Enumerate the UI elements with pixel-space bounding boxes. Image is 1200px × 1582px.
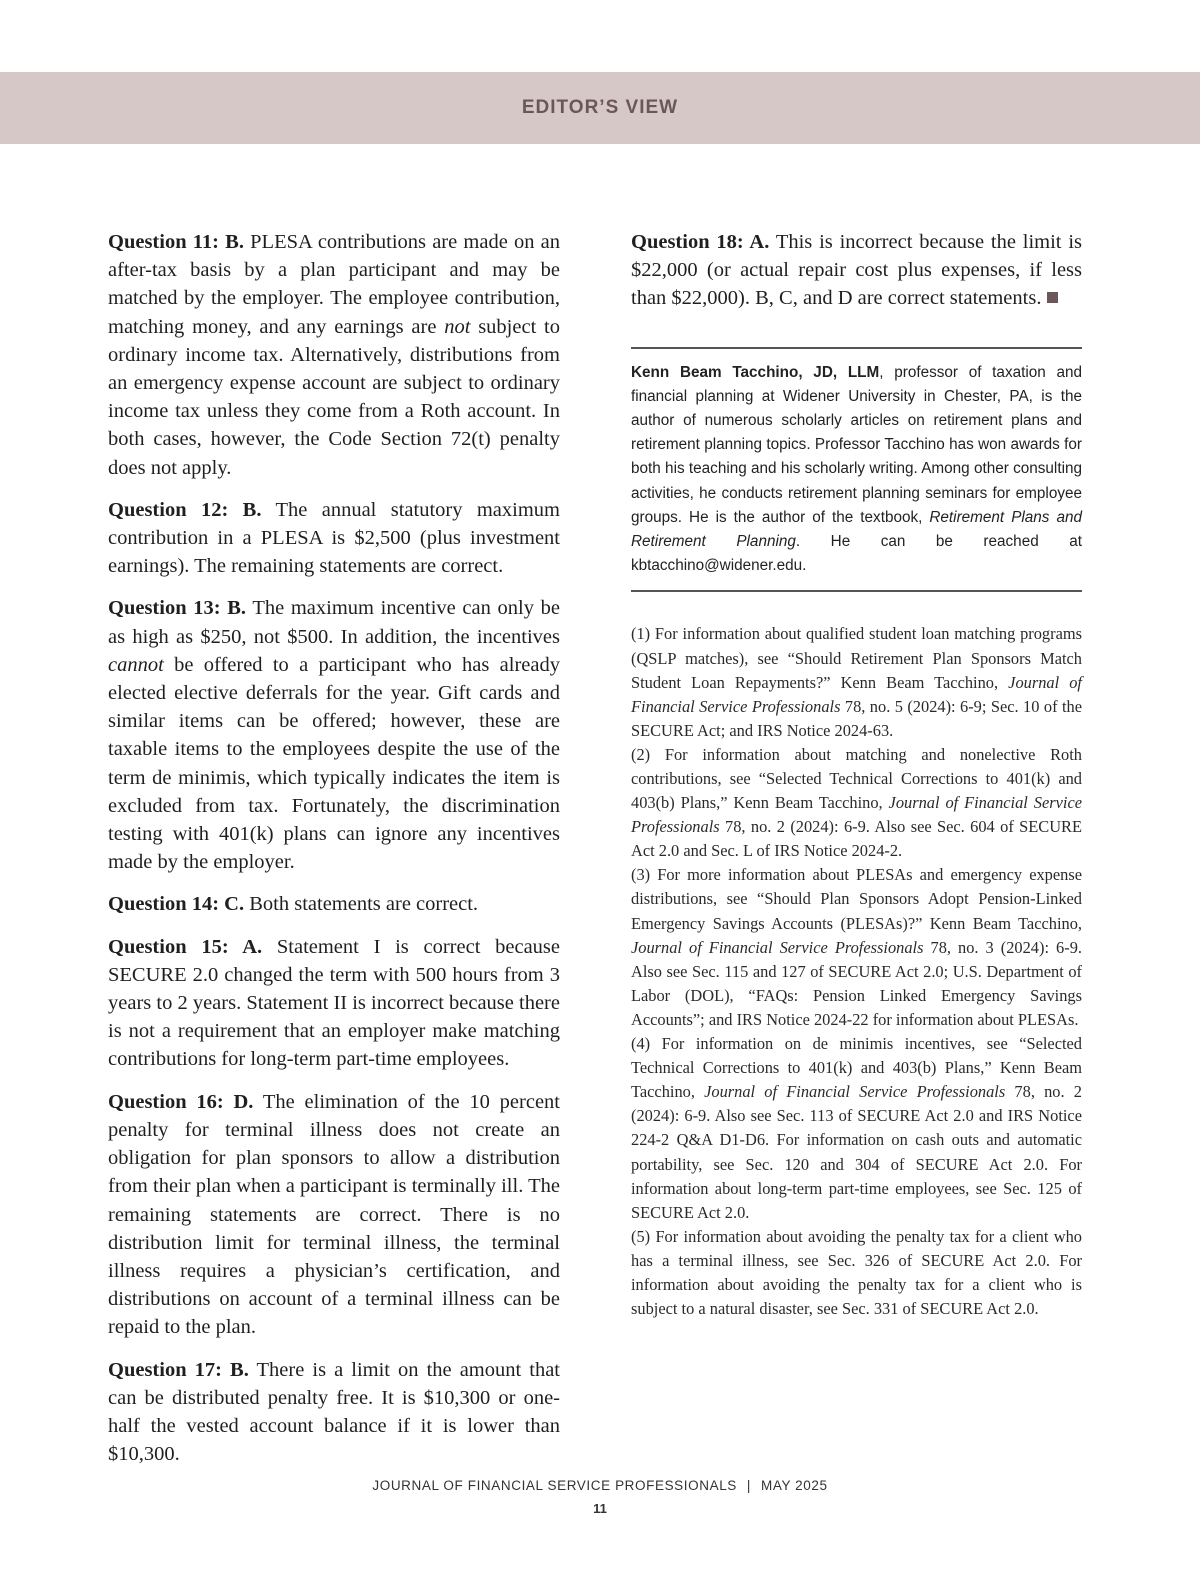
answer-q11: Question 11: B. PLESA contributions are made on an after-tax basis by a plan participant and may be matched by the employer. The employee contribution, matching money, and any earnings are not subject to ordinary income tax. Alternatively, distributions from an emergency expense account are subject to ordinary income tax unless they come from a Roth account. In both cases, however, the Code Section 72(t) penalty does not apply.	[108, 231, 561, 479]
answer-q18: Question 18: A. This is incorrect because the limit is $22,000 (or actual repair cost plus expenses, if less than $22,000). B, C, and D are correct statements.	[631, 231, 1082, 310]
page-number: 11	[593, 1501, 607, 1516]
answer-label: Question 15: A.	[108, 935, 263, 958]
endnote: (4) For information on de minimis incentives, see “Selected Technical Corrections to 401(k) and 403(b) Plans,” Kenn Beam Tacchino, Journal of Financial Service Professionals 78, no. 2 (2024): 6-9. Also see Sec. 113 of SECURE Act 2.0 and IRS Notice 224-2 Q&A D1-D6. For information on cash outs and automatic portability, see Sec. 120 and 304 of SECURE Act 2.0. For information about long-term part-time employees, see Sec. 125 of SECURE Act 2.0.	[631, 1034, 1082, 1222]
answer-q13: Question 13: B. The maximum incentive can only be as high as $250, not $500. In addition, the incentives cannot be offered to a participant who has already elected elective deferrals for the year. Gift cards and similar items can be offered; however, these are taxable items to the employees despite the use of the term de minimis, which typically indicates the item is excluded from tax. Fortunately, the discrimination testing with 401(k) plans can ignore any incentives made by the employer.	[108, 597, 560, 874]
endnote: (3) For more information about PLESAs and emergency expense distributions, see “Should Plan Sponsors Adopt Pension-Linked Emergency Savings Accounts (PLESAs)?” Kenn Beam Tacchino, Journal of Financial Service Professionals 78, no. 3 (2024): 6-9. Also see Sec. 115 and 127 of SECURE Act 2.0; U.S. Department of Labor (DOL), “FAQs: Pension Linked Emergency Savings Accounts”; and IRS Notice 2024-22 for information about PLESAs.	[631, 865, 1082, 1029]
answer-label: Question 14: C.	[108, 893, 245, 916]
page-footer	[0, 1478, 1200, 1516]
answer-q14: Question 14: C. Both statements are correct.	[108, 893, 479, 916]
endnotes	[631, 622, 1082, 1321]
endnote: (2) For information about matching and nonelective Roth contributions, see “Selected Technical Corrections to 401(k) and 403(b) Plans,” Kenn Beam Tacchino, Journal of Financial Service Professionals 78, no. 2 (2024): 6-9. Also see Sec. 604 of SECURE Act 2.0 and Sec. L of IRS Notice 2024-2.	[631, 744, 1082, 861]
endnote: (5) For information about avoiding the penalty tax for a client who has a terminal illness, see Sec. 326 of SECURE Act 2.0. For information about avoiding the penalty tax for a client who is subject to a natural disaster, see Sec. 331 of SECURE Act 2.0.	[631, 1226, 1082, 1319]
emphasis: not	[444, 315, 471, 338]
footer-line	[0, 1478, 1200, 1493]
answer-q15: Question 15: A. Statement I is correct because SECURE 2.0 changed the term with 500 hours from 3 years to 2 years. Statement II is incorrect because there is not a requirement that an employer make matching contributions for long-term part-time employees.	[108, 935, 560, 1071]
issue-date: MAY 2025	[761, 1478, 828, 1493]
answer-label: Question 16: D.	[108, 1090, 254, 1113]
section-banner	[0, 72, 1200, 144]
answer-label: Question 12: B.	[108, 498, 262, 521]
answer-q17: Question 17: B. There is a limit on the amount that can be distributed penalty free. It is $10,300 or one-half the vested account balance if it is lower than $10,300.	[108, 1358, 560, 1466]
journal-name: JOURNAL OF FINANCIAL SERVICE PROFESSIONALS	[372, 1478, 737, 1493]
end-of-article-icon	[1047, 292, 1058, 303]
divider	[631, 590, 1082, 592]
emphasis: cannot	[108, 653, 164, 676]
footer-separator: |	[746, 1478, 752, 1493]
endnote: (1) For information about qualified student loan matching programs (QSLP matches), see “Should Retirement Plan Sponsors Match Student Loan Repayments?” Kenn Beam Tacchino, Journal of Financial Service Professionals 78, no. 5 (2024): 6-9; Sec. 10 of the SECURE Act; and IRS Notice 2024-63.	[631, 624, 1082, 740]
answer-label: Question 11: B.	[108, 231, 244, 253]
answer-q16: Question 16: D. The elimination of the 10 percent penalty for terminal illness does not create an obligation for plan sponsors to allow a distribution from their plan when a participant is terminally ill. The remaining statements are correct. There is no distribution limit for terminal illness, the terminal illness requires a physician’s certification, and distributions on account of a terminal illness can be repaid to the plan.	[108, 1090, 560, 1339]
answer-q12: Question 12: B. The annual statutory maximum contribution in a PLESA is $2,500 (plus investment earnings). The remaining statements are correct.	[108, 498, 560, 578]
answer-label: Question 13: B.	[108, 597, 247, 620]
left-column	[108, 228, 560, 1482]
banner-title: EDITOR’S VIEW	[521, 97, 679, 118]
right-column	[631, 228, 1082, 1321]
author-bio: Kenn Beam Tacchino, JD, LLM, professor of taxation and financial planning at Widener University in Chester, PA, is the author of numerous scholarly articles on retirement plans and retirement planning topics. Professor Tacchino has won awards for both his teaching and his scholarly writing. Among other consulting activities, he conducts retirement planning seminars for employee groups. He is the author of the textbook, Retirement Plans and Retirement Planning. He can be reached at kbtacchino@widener.edu.	[631, 363, 1082, 575]
book-title: Retirement Plans and Retirement Planning	[631, 508, 1082, 551]
author-name: Kenn Beam Tacchino, JD, LLM	[631, 363, 880, 381]
answer-label: Question 18: A.	[631, 231, 770, 253]
answer-label: Question 17: B.	[108, 1358, 249, 1381]
